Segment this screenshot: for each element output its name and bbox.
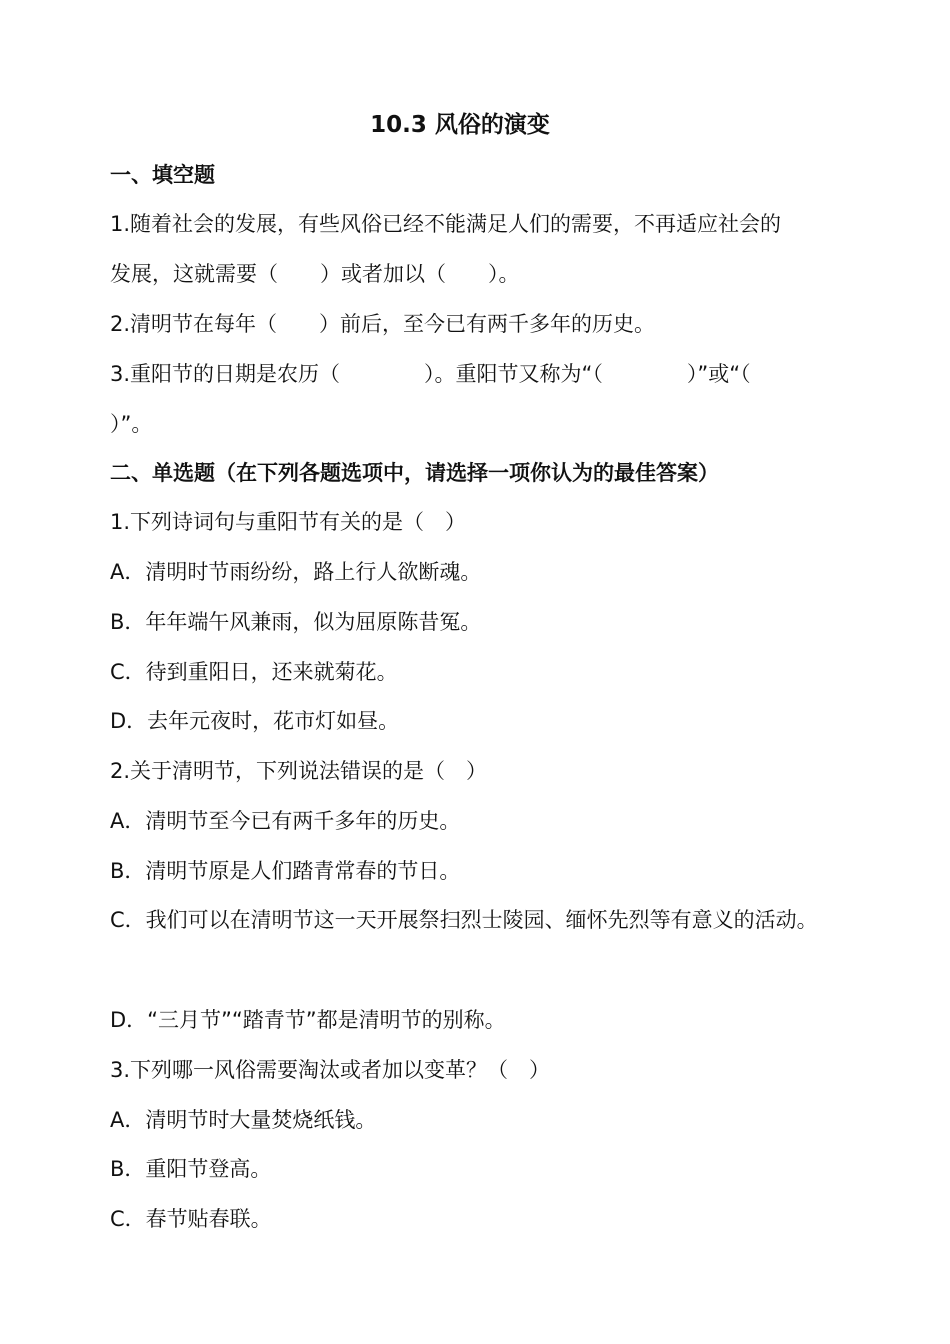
mc-question-3-option-b: B．重阳节登高。 (110, 1157, 272, 1181)
question-1-line-1: 1.随着社会的发展，有些风俗已经不能满足人们的需要，不再适应社会的 (110, 212, 782, 236)
question-1-line-2: 发展，这就需要（ ）或者加以（ ）。 (110, 262, 520, 286)
mc-question-1-option-d: D．去年元夜时，花市灯如昼。 (110, 709, 400, 733)
mc-question-3-option-c: C．春节贴春联。 (110, 1207, 272, 1231)
mc-question-3-stem: 3.下列哪一风俗需要淘汰或者加以变革？（ ） (110, 1058, 551, 1082)
mc-question-2-stem: 2.关于清明节，下列说法错误的是（ ） (110, 759, 488, 783)
mc-question-1-option-a: A．清明时节雨纷纷，路上行人欲断魂。 (110, 560, 482, 584)
mc-question-1-option-c: C．待到重阳日，还来就菊花。 (110, 660, 398, 684)
mc-question-2-option-c: C．我们可以在清明节这一天开展祭扫烈士陵园、缅怀先烈等有意义的活动。 (110, 908, 818, 932)
mc-question-1-option-b: B．年年端午风兼雨，似为屈原陈昔冤。 (110, 610, 482, 634)
question-2: 2.清明节在每年（ ）前后，至今已有两千多年的历史。 (110, 312, 656, 336)
question-3-line-1: 3.重阳节的日期是农历（ ）。重阳节又称为“（ ）”或“（ (110, 362, 751, 386)
mc-question-3-option-a: A．清明节时大量焚烧纸钱。 (110, 1108, 377, 1132)
page-title: 10.3 风俗的演变 (370, 112, 550, 138)
mc-question-2-option-d: D．“三月节”“踏青节”都是清明节的别称。 (110, 1008, 506, 1032)
section-heading-fill-blank: 一、填空题 (110, 163, 215, 187)
mc-question-2-option-b: B．清明节原是人们踏青常春的节日。 (110, 859, 461, 883)
mc-question-2-option-a: A．清明节至今已有两千多年的历史。 (110, 809, 461, 833)
question-3-line-2: ）”。 (110, 412, 153, 436)
section-heading-single-choice: 二、单选题（在下列各题选项中，请选择一项你认为的最佳答案） (110, 461, 719, 485)
mc-question-1-stem: 1.下列诗词句与重阳节有关的是（ ） (110, 510, 467, 534)
